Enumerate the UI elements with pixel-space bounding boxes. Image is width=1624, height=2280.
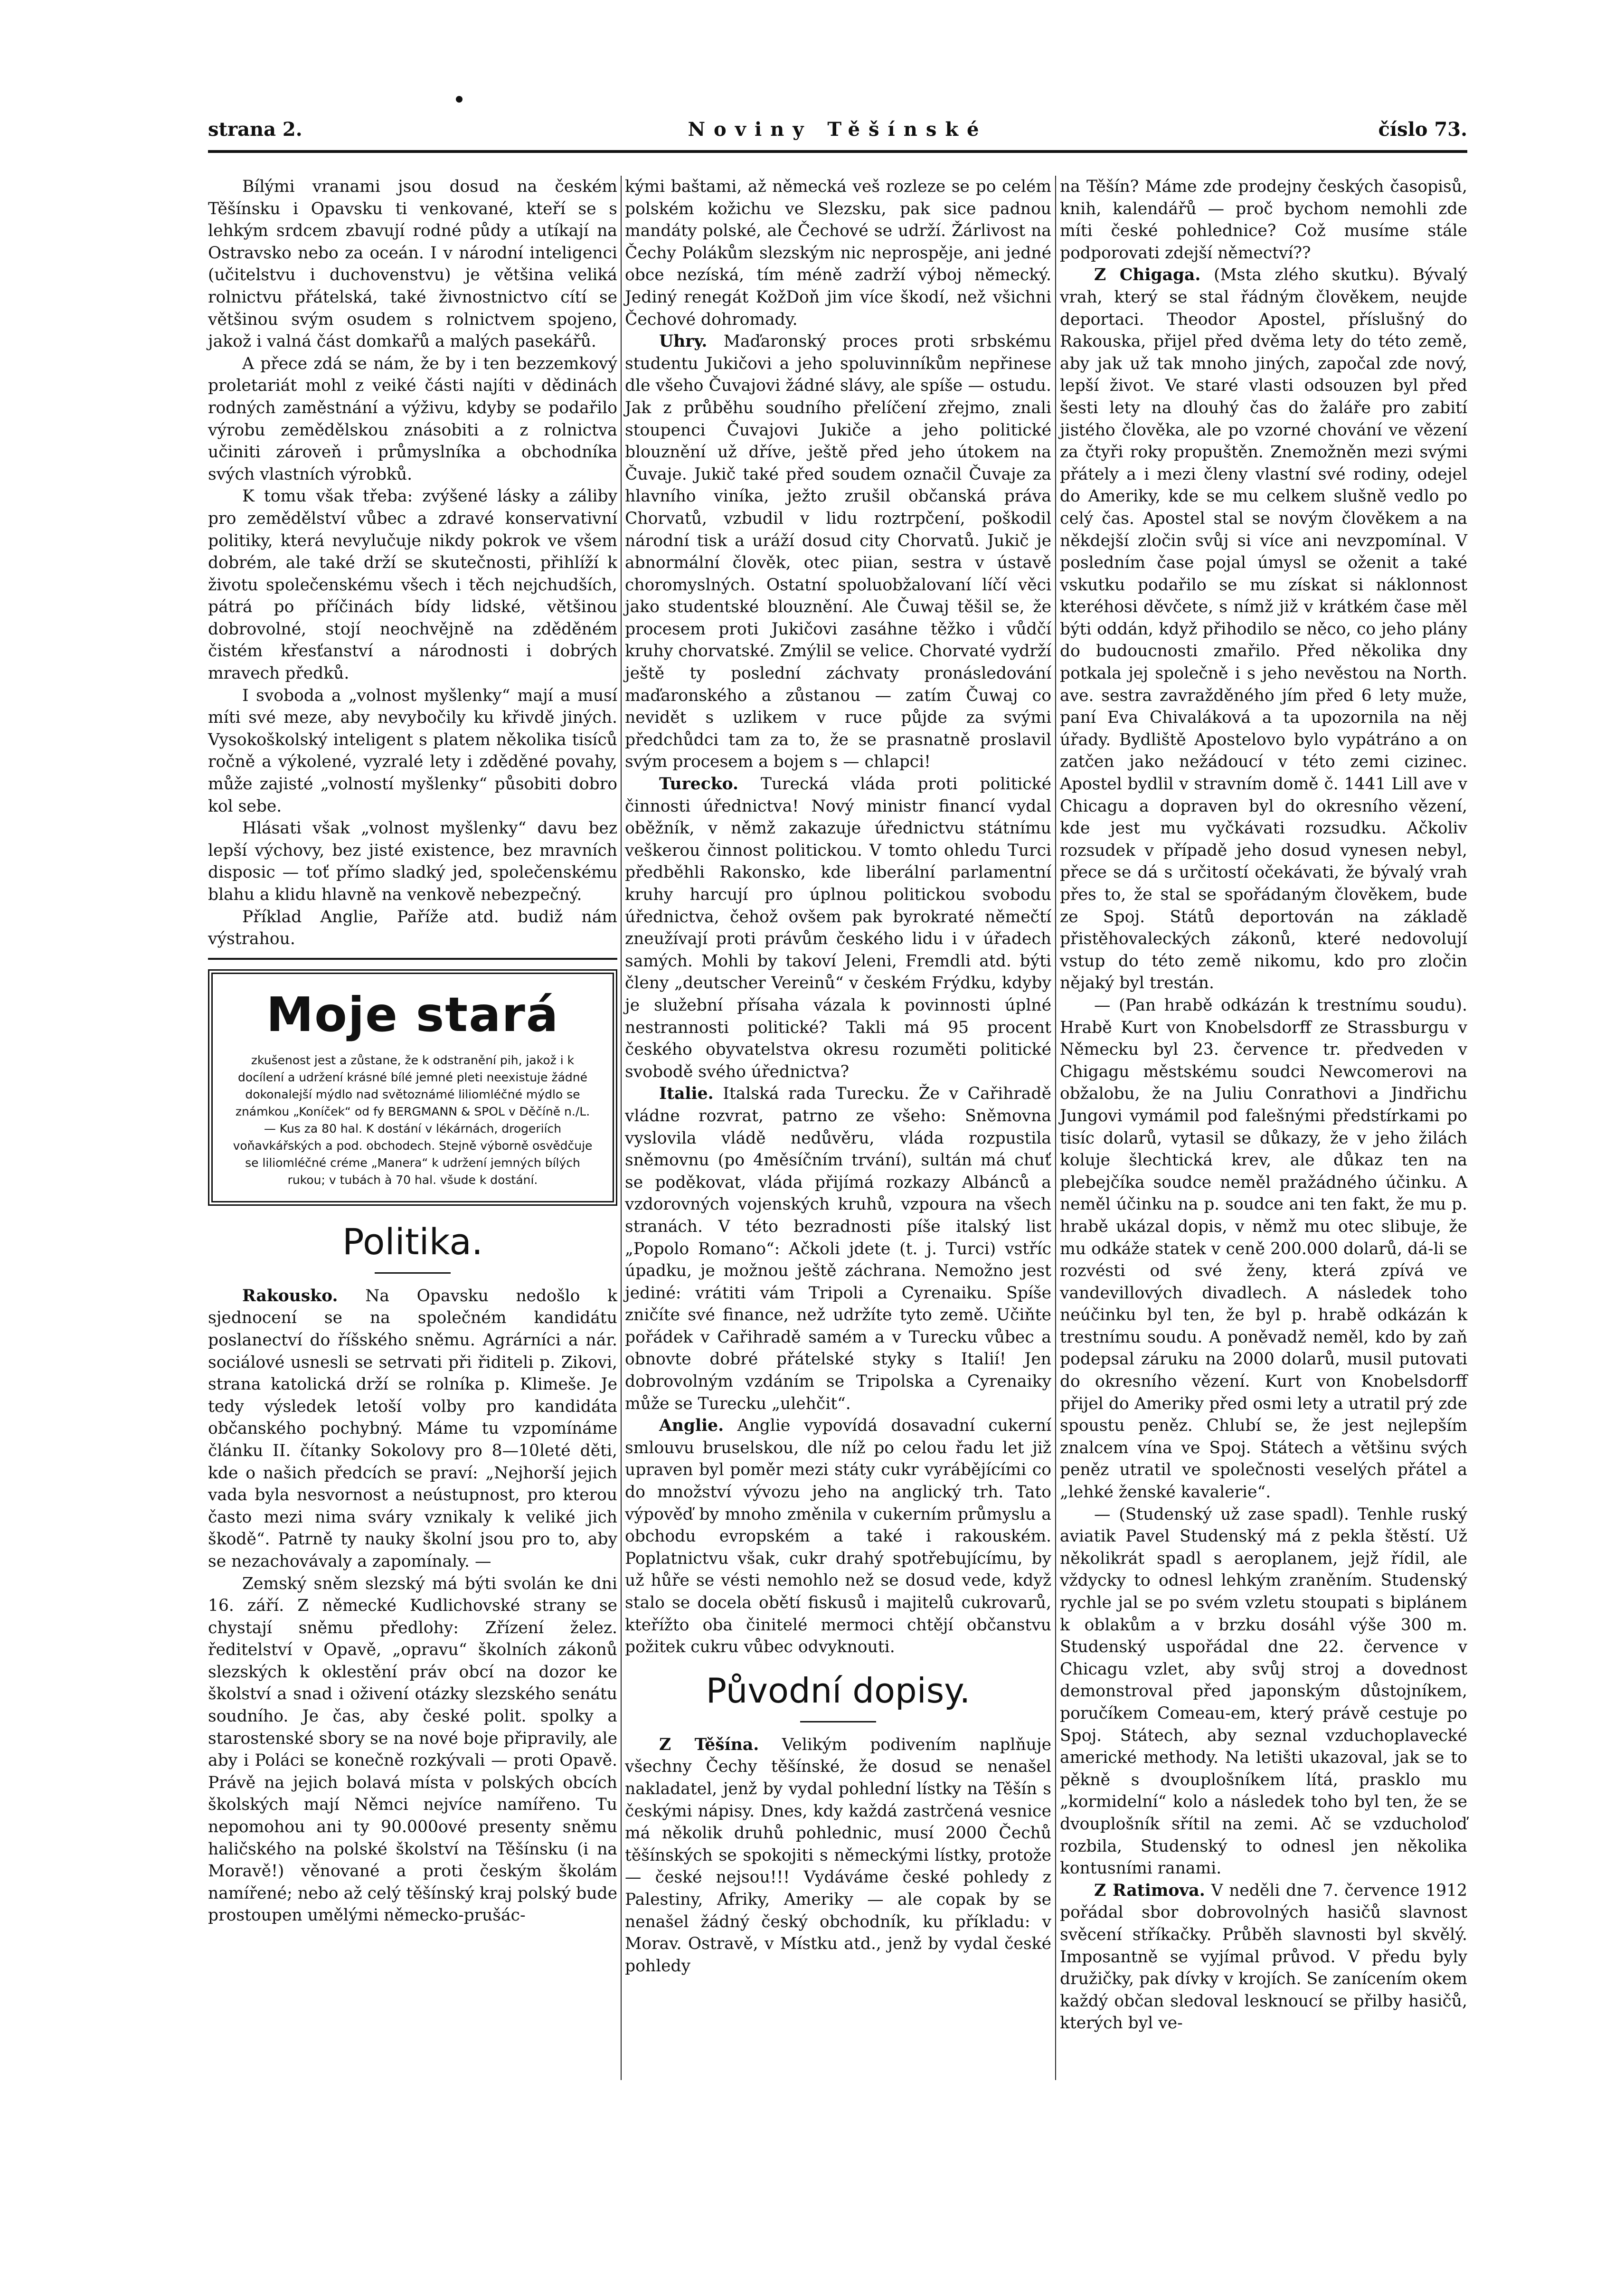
paragraph-lead: Turecko. (659, 775, 739, 794)
column-1 (208, 176, 617, 1927)
article-paragraph: — (Studenský už zase spadl). Tenhle ruský aviatik Pavel Studenský má z pekla štěstí. Už několikrát spadl s aeroplanem, jejž řídil, ale vždycky to odnesl lehkým zraněním. Studenský rychle jal se po svém vzletu stoupati s biplánem k oblakům a v brzku dosáhl výše 300 m. Studenský uspořádal dne 22. července v Chicagu vzlet, aby svůj stroj a dovednost demonstroval před japonským důstojníkem, poručíkem Comeau-em, který právě cestuje po Spoj. Státech, aby seznal vzduchoplavecké americké methody. Na letišti ukazoval, jak se to pěkně s dvouplošníkem lítá, prasklo mu „kormidelní“ kolo a následek toho byl ten, že se dvouplošník sřítil na zemi. Ač se vzducholoď rozbila, Studenský to odnesl jen několika kontusními ranami. (1060, 1504, 1467, 1878)
article-paragraph: I svoboda a „volnost myšlenky“ mají a musí míti své meze, aby nevybočily ku křivdě jiných. Vysokoškolský inteligent s platem několika tisíců ročně a výkolené, vyzralé lety i zděděné povahy, může zajisté „volností myšlenky“ působiti dobro kol sebe. (208, 686, 617, 816)
section-divider (208, 958, 617, 960)
paragraph-lead: Z Chigaga. (1094, 265, 1201, 285)
article-paragraph: Příklad Anglie, Paříže atd. budiž nám výstrahou. (208, 907, 617, 949)
article-paragraph: Anglie. Anglie vypovídá dosavadní cukerní smlouvu bruselskou, dle níž po celou řadu let již upraven byl poměr mezi státy cukr vyrábějícími co do množství vývozu jeho na anglický trh. Tato výpověď by mnoho změnila v cukerním průmyslu a obchodu evropském a také i rakouském. Poplatnictvu však, cukr drahý spotřebujícímu, by už hůře se vésti nemohlo než se dosud vede, když stalo se docela obětí fiskusů i majitelů cukrovarů, kteřížto oba činitelé mermoci chtějí občanstvu požitek cukru vůbec odvyknouti. (625, 1416, 1051, 1657)
article-paragraph: Zemský sněm slezský má býti svolán ke dni 16. září. Z německé Kudlichovské strany se chystají sněmu předlohy: Zřízení želez. ředitelství v Opavě, „opravu“ školních zákonů slezských k oklestění práv obcí na dozor ke školství a snad i oživení otázky slezského senátu soudního. Je čas, aby české polit. spolky a starostenské sbory se na nové boje připravily, ale aby i Poláci se konečně rozkývali — proti Opavě. Právě na jejich bolavá místa v polských obcích školských mají Němci nejvíce namířeno. Tu nepomohou ani ty 90.000ové presenty sněmu haličského na polské školství na Těšínsku (i na Moravě!) věnované a proti českým školám namířené; nebo až celý těšínský kraj polský bude prostoupen umělými německo-prušác- (208, 1574, 617, 1925)
ink-dot (456, 96, 463, 103)
newspaper-title: Noviny Těšínské (688, 118, 988, 141)
article-paragraph: Hlásati však „volnost myšlenky“ davu bez lepší výchovy, bez jisté existence, bez mravních disposic — toť přímo sladký jed, společenskému blahu a klidu hlavně na venkově nebezpečný. (208, 819, 617, 904)
article-paragraph: Rakousko. Na Opavsku nedošlo k sjednocení se na společném kandidátu poslanectví do říšského sněmu. Agrárníci a nár. sociálové usnesli se setrvati při řiditeli p. Zikovi, strana katolická drží se rolníka p. Klimeše. Je tedy výsledek letoší volby pro kandidáta občanského pochybný. Máme tu vzpomínáme článku II. čítanky Sokolovy pro 8—10leté děti, kde o našich předcích se praví: „Nejhorší jejich vada byla nesvornost a neústupnost, pro kterou často mezi nima sváry vznikaly k veliké jich škodě“. Patrně ty nauky školní jsou pro to, aby se nezachovávaly a zapomínaly. — (208, 1286, 617, 1571)
article-paragraph: Z Těšína. Velikým podivením naplňuje všechny Čechy těšínské, že dosud se nenašel nakladatel, jenž by vydal pohlední lístky na Těšín s českými nápisy. Dnes, kdy každá zastrčená vesnice má několik druhů pohlednic, musí 2000 Čechů těšínských se spokojiti s německými lístky, protože — české nejsou!!! Vydáváme české pohledy z Palestiny, Afriky, Ameriky — ale copak by se nenašel žádný český obchodník, ku příkladu: v Morav. Ostravě, v Místku atd., jenž by vydal české pohledy (625, 1735, 1051, 1976)
issue-number: číslo 73. (1378, 118, 1467, 141)
article-paragraph: Bílými vranami jsou dosud na českém Těšínsku i Opavsku ti venkované, kteří se s lehkým srdcem zbavují rodné půdy a utíkají na Ostravsko nebo za oceán. I v národní inteligenci (učitelstvu i duchovenstvu) je většina veliká rolnictvu přátelská, také živnostnictvo cítí se většinou svým osudem s rolnictvem spojeno, jakož i valná část domkařů a malých pasekářů. (208, 177, 617, 351)
article-paragraph: Uhry. Maďaronský proces proti srbskému studentu Jukičovi a jeho spoluvinníkům nepřinese dle všeho Čuvajovi žádné slávy, ale spíše — ostudu. Jak z průběhu soudního přelíčení zřejmo, znali stoupenci Čuvajovi Jukiče a jeho politické blouznění už dříve, ještě před jeho útokem na Čuvaje. Jukič také před soudem označil Čuvaje za hlavního viníka, ježto zrušil občanská práva Chorvatů, vzbudil v lidu roztrpčení, poškodil národní tisk a uráží dosud city Chorvatů. Jukič je abnormální člověk, otec piian, sestra v ústavě choromyslných. Ostatní spoluobžalovaní líčí věci jako studentské blouznění. Ale Čuwaj těšil se, že procesem proti Jukičovi zasáhne těžko i vůdčí kruhy chorvatské. Zmýlil se velice. Chorvaté vydrží ještě ty poslední záchvaty pronásledování maďaronského a zůstanou — zatím Čuwaj co nevidět s uzlikem v ruce půjde za svými předchůdci tam za to, že se prasnatně proslavil svým procesem a bojem s — chlapci! (625, 332, 1051, 772)
advertisement-text: zkušenost jest a zůstane, že k odstranění pih, jakož i k docílení a udržení krásné bílé jemné pleti neexistuje žádné dokonalejší mýdlo nad světoznámé liliomléčné mýdlo se známkou „Koníček“ od fy BERGMANN & SPOL v Děčíně n./L. — Kus za 80 hal. K dostání v lékárnách, drogeriích voňavkářských a pod. obchodech. Stejně výborně osvědčuje se liliomléčné créme „Manera“ k udržení jemných bílých rukou; v tubách à 70 hal. všude k dostání. (233, 1053, 593, 1187)
paragraph-lead: Uhry. (659, 332, 708, 351)
article-paragraph: Z Ratimova. V neděli dne 7. července 1912 pořádal sbor dobrovolných hasičů slavnost svěcení stříkačky. Průběh slavnosti byl skvělý. Imposantně se vyjímal průvod. V předu byly družičky, pak dívky v krojích. Se zanícením okem každý občan sledoval lesknoucí se přilby hasičů, kterých byl ve- (1060, 1881, 1467, 2033)
soap-advertisement (208, 969, 617, 1206)
column-divider (1055, 176, 1056, 2080)
section-title-puvodni-dopisy: Původní dopisy. (706, 1670, 971, 1711)
paragraph-lead: Z Těšína. (659, 1735, 759, 1754)
article-paragraph: A přece zdá se nám, že by i ten bezzemkový proletariát mohl z veiké části najíti v dědinách rodných zaměstnání a výživu, kdyby se podařilo výrobu zemědělskou znásobiti a z rolnictva učiniti zároveň i průmyslníka a obchodníka svých vlastních výrobků. (208, 354, 617, 484)
column-3 (1060, 176, 1467, 2034)
article-paragraph: K tomu však třeba: zvýšené lásky a záliby pro zemědělství vůbec a zdravé konservativní politiky, která nevylučuje nikdy pokrok ve všem dobrém, ale také drží se skutečnosti, přihlíží k životu společenskému všech i těch nejchudších, pátrá po příčinách bídy lidské, většinou dobrovolné, stojí neochvějně na zděděném čistém křesťanství a národnosti i dobrých mravech předků. (208, 487, 617, 683)
article-paragraph: — (Pan hrabě odkázán k trestnímu soudu). Hrabě Kurt von Knobelsdorff ze Strassburgu v Německu byl 23. července tr. předveden v Chigagu městskému soudci Newcomerovi na obžalobu, že na Juliu Conrathovi a Jindřichu Jungovi vymámil pod falešnými předstírkami po tisíc dolarů, vytasil se důkazy, že v jeho žilách koluje šlechtická krev, ale důkaz ten na plebejčíka soudce neměl pražádného účinku. A neměl účinku na p. soudce ani ten fakt, že mu p. hrabě ukázal dopis, v němž mu otec slibuje, že mu odkáže statek v ceně 200.000 dolarů, dá-li se rozvésti od své ženy, která zpívá ve vandevillových divadlech. A následek toho neúčinku byl ten, že byl p. hrabě odkázán k trestnímu soudu. A poněvadž neměl, kdo by zaň podepsal záruku na 2000 dolarů, musil putovati do okresního vězení. Kurt von Knobelsdorff přijel do Ameriky před osmi lety a utratil prý zde spoustu peněz. Chlubí se, že jest nejlepším znalcem vína ve Spoj. Státech a většinu svých peněz utratil ve společnosti veselých přátel a „lehké ženské kavalerie“. (1060, 995, 1467, 1502)
page-header (208, 113, 1467, 146)
paragraph-lead: Anglie. (659, 1416, 724, 1436)
column-divider (621, 176, 622, 2080)
article-paragraph: Italie. Italská rada Turecku. Že v Cařihradě vládne rozvrat, patrno ze všeho: Sněmovna vyslovila vládě nedůvěru, vláda rozpustila sněmovnu (po 4měsíčním trvání), sultán má chuť se poděkovat, vláda přijímá rozkazy Albánců a vzdorovných vojenských kruhů, vzpoura na všech stranách. V této bezradnosti píše italský list „Popolo Romano“: Ačkoli jdete (t. j. Turci) vstříc úpadku, je možnou ještě záchrana. Nemožno jest jediné: vrátiti vám Tripoli a Cyrenaiku. Spíše zničíte své finance, než udržíte tyto země. Učiňte pořádek v Cařihradě samém a v Turecku vůbec a obnovte dobré přátelské styky s Italií! Jen dobrovolným vzdáním se Tripolska a Cyrenaiky může se Turecku „ulehčit“. (625, 1084, 1051, 1413)
paragraph-lead: Rakousko. (242, 1286, 338, 1306)
section-title-politika: Politika. (342, 1220, 483, 1263)
title-underline (375, 1272, 451, 1274)
page-number: strana 2. (208, 118, 302, 141)
column-2 (625, 176, 1051, 1977)
article-paragraph: Z Chigaga. (Msta zlého skutku). Bývalý vrah, který se stal řádným člověkem, neujde deportaci. Theodor Apostel, příslušný do Rakouska, přijel před dvěma lety do této země, aby jak už tak mnoho jiných, započal zde nový, lepší život. Ve staré vlasti odsouzen byl před šesti lety na dlouhý čas do žaláře pro zabití jistého člověka, ale po vzorné chování ve vězení za čtyři roky propuštěn. Znemožněn mezi svými přátely a i mezi členy vlastní své rodiny, odejel do Ameriky, kde se mu celkem slušně vedlo po celý čas. Apostel stal se novým člověkem a na někdejší zločin svůj si více ani nevzpomínal. V posledním čase pojal úmysl se oženit a také vskutku podařilo se mu získat si náklonnost kteréhosi děvčete, s nímž již v krátkém čase měl býti oddán, když přihodilo se něco, co jeho plány do budoucnosti zmařilo. Před několika dny potkala jej společně i s jeho nevěstou na North. ave. sestra zavražděného jím před 6 lety muže, paní Eva Chivaláková a ta upozornila na něj úřady. Bydliště Apostelovo bylo vypátráno a on zatčen jako nežádoucí v této zemi cizinec. Apostel bydlil v stravním domě č. 1441 Lill ave v Chicagu a dopraven byl do okresního vězení, kde jest mu vyčkávati rozsudku. Ačkoliv rozsudek v případě jeho dosud vynesen nebyl, přece se dá s určitostí očekávati, že bývalý vrah přes to, že stal se spořádaným člověkem, bude ze Spoj. Států deportován na základě přistěhovaleckých zákonů, které nedovolují vstup do této země nikomu, kdo pro zločin nějaký byl trestán. (1060, 265, 1467, 993)
advertisement-title: Moje stará (266, 986, 559, 1042)
paragraph-lead: Z Ratimova. (1094, 1881, 1205, 1900)
article-paragraph: Turecko. Turecká vláda proti politické činnosti úřednictva! Nový ministr financí vydal oběžník, v němž zakazuje úřednictvu státnímu veškerou činnost politickou. V tomto ohledu Turci předběhli Rakonsko, kde liberální parlamentní kruhy harcují pro úplnou politickou svobodu úřednictva, čehož ovšem pak byrokraté němečtí zneužívají proti právům českého lidu i v úřadech samých. Mohli by takoví Jeleni, Fremdli atd. býti členy „deutscher Vereinů“ v českém Frýdku, kdyby je služební přísaha vázala k povinnosti úplné nestrannosti politické? Takli má 95 procent českého obyvatelstva okresu rozuměti politické svobodě svého úřednictva? (625, 775, 1051, 1081)
article-paragraph: na Těšín? Máme zde prodejny českých časopisů, knih, kalendářů — proč bychom nemohli zde míti české pohlednice? Což musíme stále podporovati zdejší němectví?? (1060, 177, 1467, 263)
paragraph-lead: Italie. (659, 1084, 714, 1104)
article-paragraph: kými baštami, až německá veš rozleze se po celém polském kožichu ve Slezsku, pak sice padnou mandáty polské, ale Čechové se udrží. Žárlivost na Čechy Polákům slezským nic neprospěje, ani jedné obce nezíská, tím méně zadrží výboj německý. Jediný renegát KožDoň jim více škodí, než všichni Čechové dohromady. (625, 177, 1051, 329)
title-underline (800, 1721, 876, 1722)
header-rule (208, 150, 1467, 153)
